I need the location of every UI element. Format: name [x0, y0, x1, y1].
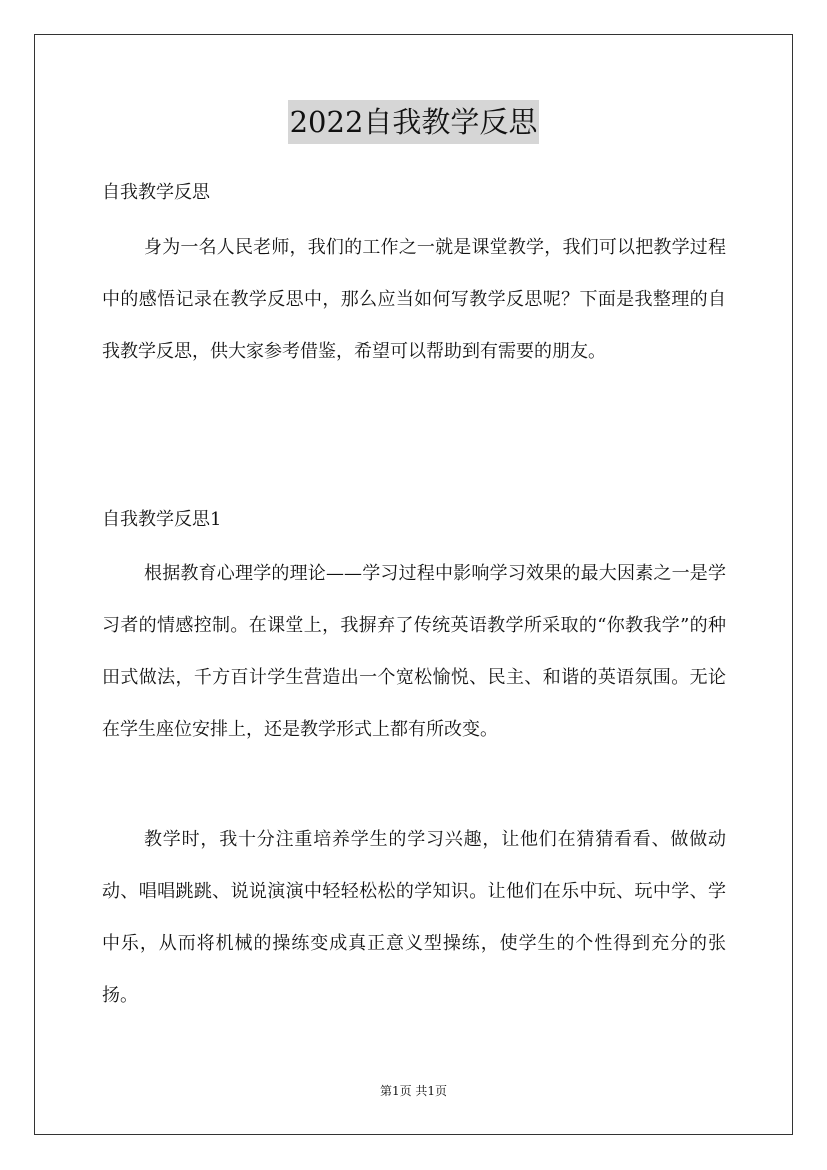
paragraph-1: 根据教育心理学的理论——学习过程中影响学习效果的最大因素之一是学习者的情感控制。在课堂上，我摒弃了传统英语教学所采取的“你教我学”的种田式做法，千方百计学生营造出一个宽松愉悦、民主、和谐的英语氛围。无论在学生座位安排上，还是教学形式上都有所改变。 — [102, 563, 726, 740]
title-container — [0, 100, 827, 144]
document-title: 2022自我教学反思 — [288, 100, 540, 144]
paragraph-2: 教学时，我十分注重培养学生的学习兴趣，让他们在猜猜看看、做做动动、唱唱跳跳、说说演演中轻轻松松的学知识。让他们在乐中玩、玩中学、学中乐，从而将机械的操练变成真正意义型操练，使学生的个性得到充分的张扬。 — [102, 829, 726, 1006]
section-heading: 自我教学反思 — [102, 182, 210, 203]
subheading-reflection-1: 自我教学反思1 — [102, 509, 222, 530]
intro-paragraph: 身为一名人民老师，我们的工作之一就是课堂教学，我们可以把教学过程中的感悟记录在教学反思中，那么应当如何写教学反思呢？下面是我整理的自我教学反思，供大家参考借鉴，希望可以帮助到有需要的朋友。 — [102, 237, 726, 362]
page-footer: 第1页 共1页 — [379, 1084, 448, 1098]
